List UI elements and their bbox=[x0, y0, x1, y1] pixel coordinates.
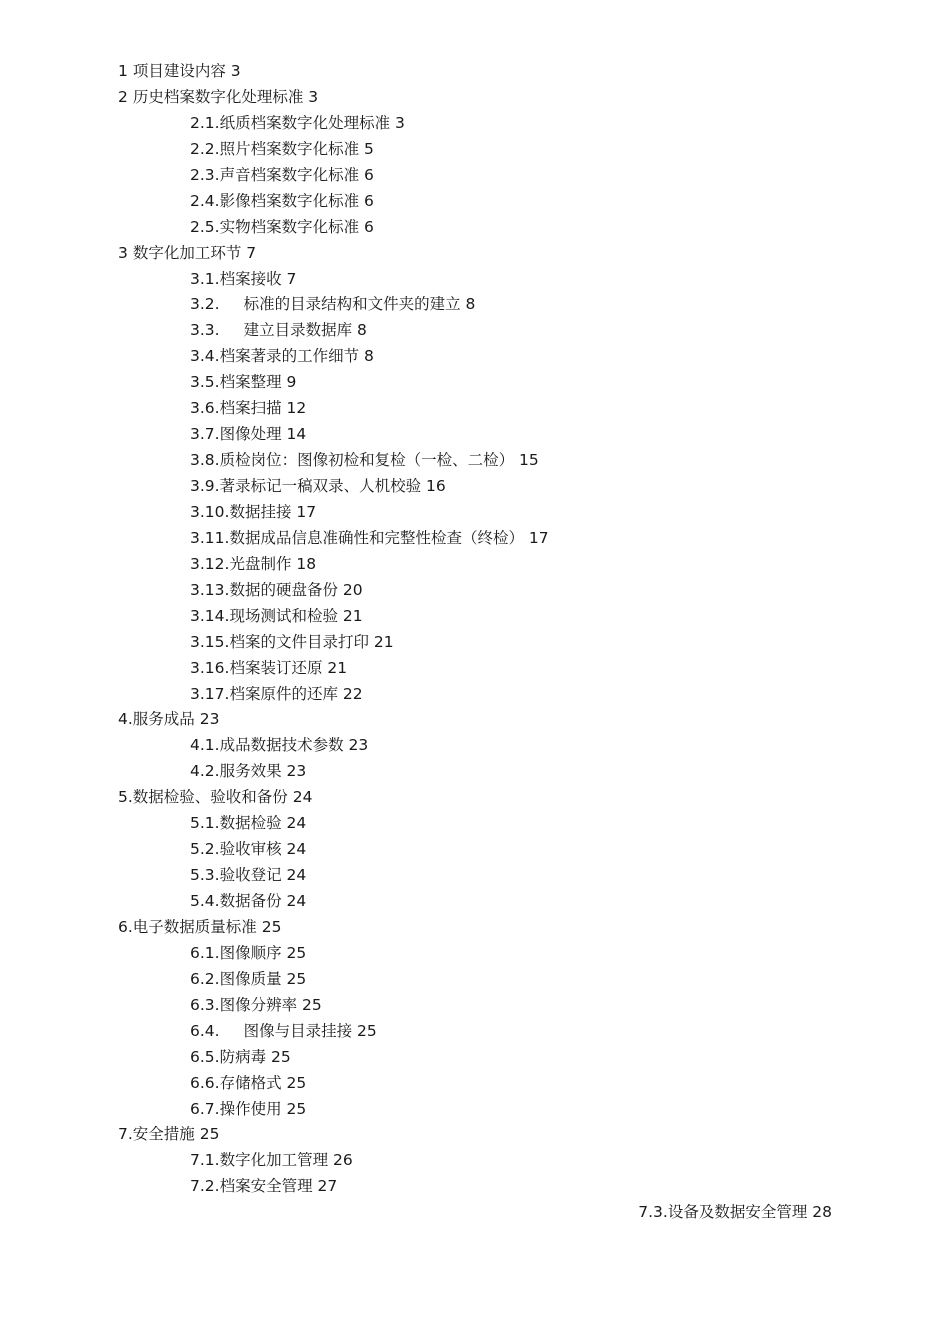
toc-entry-title: 历史档案数字化处理标准 bbox=[132, 87, 304, 106]
toc-entry-title: 标准的目录结构和文件夹的建立 bbox=[243, 295, 461, 314]
toc-entry[interactable] bbox=[0, 474, 950, 500]
toc-entry-number: 5.4. bbox=[190, 892, 220, 910]
toc-entry-page: 24 bbox=[292, 788, 313, 807]
toc-entry[interactable] bbox=[0, 344, 950, 370]
toc-entry-title: 图像分辨率 bbox=[219, 995, 298, 1014]
toc-entry-page: 24 bbox=[286, 892, 307, 910]
toc-entry-number: 6.3. bbox=[190, 995, 220, 1014]
toc-entry[interactable] bbox=[0, 889, 950, 915]
toc-entry-number: 1 bbox=[118, 62, 128, 80]
toc-entry-page: 12 bbox=[286, 399, 307, 418]
toc-entry-page: 27 bbox=[317, 1177, 338, 1196]
toc-entry-number: 2 bbox=[118, 87, 128, 106]
toc-entry-number: 6.4. bbox=[190, 1021, 220, 1040]
toc-entry-title: 成品数据技术参数 bbox=[219, 736, 344, 755]
toc-entry-title: 数字化加工环节 bbox=[132, 243, 242, 262]
toc-entry[interactable] bbox=[0, 318, 950, 344]
toc-entry-number: 4.1. bbox=[190, 736, 220, 755]
toc-entry-number: 3.2. bbox=[190, 295, 220, 314]
toc-entry[interactable] bbox=[0, 85, 950, 111]
toc-entry-number: 6.1. bbox=[190, 943, 220, 962]
toc-entry-page: 25 bbox=[286, 969, 307, 988]
toc-entry-number: 3.4. bbox=[190, 347, 220, 366]
toc-entry-number: 3.6. bbox=[190, 399, 220, 418]
toc-entry[interactable] bbox=[0, 267, 950, 293]
toc-entry-title: 存储格式 bbox=[219, 1073, 282, 1092]
toc-entry-number: 4.2. bbox=[190, 762, 220, 781]
toc-entry-number: 3.8. bbox=[190, 451, 220, 470]
toc-entry-number: 2.4. bbox=[190, 191, 220, 210]
toc-entry-number: 7.3. bbox=[638, 1203, 668, 1222]
toc-entry[interactable] bbox=[0, 137, 950, 163]
toc-entry[interactable] bbox=[0, 682, 950, 708]
toc-entry-page: 3 bbox=[395, 113, 405, 132]
toc-entry[interactable] bbox=[0, 993, 950, 1019]
toc-entry-title: 验收审核 bbox=[219, 840, 282, 859]
toc-entry-title: 实物档案数字化标准 bbox=[219, 217, 360, 236]
toc-entry-title: 图像顺序 bbox=[219, 943, 282, 962]
toc-entry-title: 质检岗位：图像初检和复检（一检、二检） bbox=[219, 451, 515, 470]
toc-entry-title: 现场测试和检验 bbox=[229, 606, 338, 625]
toc-entry[interactable] bbox=[0, 1174, 950, 1200]
toc-entry-number: 4. bbox=[118, 710, 133, 729]
toc-entry-title: 数据备份 bbox=[219, 892, 282, 910]
toc-entry-title: 防病毒 bbox=[219, 1047, 267, 1066]
toc-entry-page: 20 bbox=[342, 580, 363, 599]
toc-entry[interactable] bbox=[0, 707, 950, 733]
toc-entry[interactable] bbox=[0, 1071, 950, 1097]
toc-entry-title: 档案整理 bbox=[219, 373, 282, 392]
toc-entry-number: 6. bbox=[118, 917, 133, 936]
toc-entry[interactable] bbox=[0, 578, 950, 604]
toc-entry-page: 5 bbox=[364, 139, 374, 158]
toc-entry-page: 15 bbox=[519, 451, 539, 470]
toc-entry-title: 数据的硬盘备份 bbox=[229, 580, 338, 599]
toc-entry-title: 服务成品 bbox=[132, 710, 195, 729]
toc-entry-title: 图像质量 bbox=[219, 969, 282, 988]
toc-entry-number: 2.3. bbox=[190, 165, 220, 184]
toc-entry-title: 操作使用 bbox=[219, 1099, 282, 1118]
toc-entry-page: 8 bbox=[357, 321, 367, 340]
toc-entry[interactable] bbox=[0, 422, 950, 448]
table-of-contents bbox=[0, 59, 950, 1226]
toc-entry[interactable] bbox=[0, 759, 950, 785]
toc-entry-number: 3.15. bbox=[190, 632, 230, 651]
toc-entry-number: 3 bbox=[118, 243, 128, 262]
toc-entry-page: 25 bbox=[271, 1047, 291, 1066]
toc-entry-title: 档案扫描 bbox=[219, 399, 282, 418]
toc-entry-page: 23 bbox=[286, 762, 307, 781]
toc-entry-number: 3.16. bbox=[190, 658, 230, 677]
toc-entry-number: 3.9. bbox=[190, 477, 220, 495]
toc-entry-number: 3.12. bbox=[190, 554, 230, 573]
toc-entry-title: 档案装订还原 bbox=[229, 658, 323, 677]
toc-entry[interactable] bbox=[0, 967, 950, 993]
toc-entry-title: 档案原件的还库 bbox=[229, 684, 338, 703]
toc-entry-number: 2.2. bbox=[190, 139, 220, 158]
toc-entry-number: 3.14. bbox=[190, 606, 230, 625]
toc-entry[interactable] bbox=[0, 163, 950, 189]
toc-entry[interactable] bbox=[0, 733, 950, 759]
toc-entry-title: 数字化加工管理 bbox=[219, 1151, 329, 1170]
toc-entry-page: 25 bbox=[286, 943, 307, 962]
toc-entry-title: 服务效果 bbox=[219, 762, 282, 781]
toc-entry-number: 3.17. bbox=[190, 684, 230, 703]
toc-entry-page: 7 bbox=[286, 269, 297, 288]
toc-entry-number: 7. bbox=[118, 1125, 133, 1144]
toc-entry-number: 3.3. bbox=[190, 321, 220, 340]
toc-entry-title: 安全措施 bbox=[132, 1125, 195, 1144]
toc-entry-page: 25 bbox=[286, 1073, 307, 1092]
toc-entry-title: 纸质档案数字化处理标准 bbox=[219, 113, 391, 132]
toc-entry-title: 光盘制作 bbox=[229, 554, 292, 573]
toc-entry-page: 3 bbox=[308, 87, 319, 106]
toc-entry-title: 图像处理 bbox=[219, 425, 282, 444]
toc-entry[interactable] bbox=[0, 526, 950, 552]
toc-entry-title: 档案接收 bbox=[219, 269, 282, 288]
toc-entry-page: 25 bbox=[261, 917, 282, 936]
toc-entry-page: 17 bbox=[528, 528, 549, 547]
toc-entry[interactable] bbox=[0, 1097, 950, 1123]
toc-entry-number: 2.1. bbox=[190, 113, 220, 132]
toc-entry-page: 25 bbox=[357, 1021, 377, 1040]
toc-entry[interactable] bbox=[0, 292, 950, 318]
toc-entry-title: 档案著录的工作细节 bbox=[219, 347, 360, 366]
toc-entry-page: 25 bbox=[199, 1125, 220, 1144]
toc-entry-page: 25 bbox=[302, 995, 322, 1014]
toc-entry-title: 验收登记 bbox=[219, 866, 282, 885]
toc-entry[interactable] bbox=[0, 863, 950, 889]
toc-entry-number: 6.6. bbox=[190, 1073, 220, 1092]
toc-entry[interactable] bbox=[0, 241, 950, 267]
toc-entry-page: 6 bbox=[364, 217, 374, 236]
toc-entry-number: 3.10. bbox=[190, 502, 230, 521]
toc-entry-page: 24 bbox=[286, 814, 307, 833]
toc-entry-title: 数据检验、验收和备份 bbox=[132, 788, 288, 807]
toc-entry[interactable] bbox=[0, 215, 950, 241]
toc-entry-number: 3.1. bbox=[190, 269, 220, 288]
toc-entry-title: 档案的文件目录打印 bbox=[229, 632, 369, 651]
toc-entry-title: 声音档案数字化标准 bbox=[219, 165, 360, 184]
toc-entry[interactable] bbox=[0, 837, 950, 863]
toc-entry-page: 24 bbox=[286, 866, 307, 885]
toc-entry-number: 5. bbox=[118, 788, 133, 807]
toc-entry-number: 6.2. bbox=[190, 969, 220, 988]
toc-entry-title: 档案安全管理 bbox=[219, 1177, 313, 1196]
toc-entry[interactable] bbox=[0, 552, 950, 578]
toc-entry-page: 22 bbox=[342, 684, 363, 703]
toc-entry-title: 图像与目录挂接 bbox=[243, 1021, 353, 1040]
toc-entry[interactable] bbox=[0, 1019, 950, 1045]
toc-entry[interactable] bbox=[0, 111, 950, 137]
toc-entry-page: 26 bbox=[333, 1151, 353, 1170]
toc-entry[interactable] bbox=[0, 1148, 950, 1174]
toc-entry-title: 数据成品信息准确性和完整性检查（终检） bbox=[229, 528, 524, 547]
toc-entry-page: 6 bbox=[364, 165, 374, 184]
toc-entry[interactable] bbox=[0, 1045, 950, 1071]
toc-entry-number: 5.2. bbox=[190, 840, 220, 859]
toc-entry-title: 项目建设内容 bbox=[132, 62, 226, 80]
toc-entry-title: 电子数据质量标准 bbox=[132, 917, 257, 936]
toc-entry-title: 著录标记一稿双录、人机校验 bbox=[219, 477, 422, 495]
toc-entry-number: 5.3. bbox=[190, 866, 220, 885]
toc-entry-page: 8 bbox=[364, 347, 374, 366]
toc-entry-title: 照片档案数字化标准 bbox=[219, 139, 360, 158]
toc-entry-number: 7.1. bbox=[190, 1151, 220, 1170]
toc-entry-page: 24 bbox=[286, 840, 307, 859]
toc-entry[interactable] bbox=[0, 448, 950, 474]
toc-entry-page: 16 bbox=[426, 477, 446, 495]
toc-entry[interactable] bbox=[0, 500, 950, 526]
toc-entry-number: 3.13. bbox=[190, 580, 230, 599]
toc-entry-number: 7.2. bbox=[190, 1177, 220, 1196]
toc-entry-page: 25 bbox=[286, 1099, 307, 1118]
toc-entry-number: 3.5. bbox=[190, 373, 220, 392]
toc-entry[interactable] bbox=[0, 811, 950, 837]
toc-entry-number: 2.5. bbox=[190, 217, 220, 236]
toc-entry[interactable] bbox=[0, 915, 950, 941]
toc-entry[interactable] bbox=[0, 370, 950, 396]
toc-entry-page: 21 bbox=[373, 632, 394, 651]
toc-entry-page: 21 bbox=[327, 658, 348, 677]
toc-entry-title: 设备及数据安全管理 bbox=[667, 1203, 808, 1222]
toc-entry-title: 建立目录数据库 bbox=[243, 321, 353, 340]
toc-entry-page: 21 bbox=[342, 606, 363, 625]
toc-entry[interactable] bbox=[0, 396, 950, 422]
toc-entry-page: 9 bbox=[286, 373, 297, 392]
toc-entry-title: 数据检验 bbox=[219, 814, 282, 833]
toc-entry-page: 8 bbox=[465, 295, 476, 314]
toc-entry-number: 5.1. bbox=[190, 814, 220, 833]
toc-entry-number: 3.11. bbox=[190, 528, 230, 547]
toc-entry[interactable] bbox=[0, 630, 950, 656]
toc-entry-number: 3.7. bbox=[190, 425, 220, 444]
toc-entry-title: 影像档案数字化标准 bbox=[219, 191, 360, 210]
toc-entry-number: 6.7. bbox=[190, 1099, 220, 1118]
toc-entry[interactable] bbox=[0, 785, 950, 811]
toc-entry-number: 6.5. bbox=[190, 1047, 220, 1066]
toc-entry[interactable] bbox=[0, 189, 950, 215]
toc-entry-page: 28 bbox=[812, 1203, 832, 1222]
toc-entry-title: 数据挂接 bbox=[229, 502, 292, 521]
toc-entry-page: 18 bbox=[296, 554, 317, 573]
toc-entry-page: 14 bbox=[286, 425, 307, 444]
toc-entry-page: 6 bbox=[364, 191, 374, 210]
toc-entry-page: 23 bbox=[199, 710, 220, 729]
toc-entry[interactable] bbox=[0, 1122, 950, 1148]
toc-entry-page: 17 bbox=[296, 502, 317, 521]
toc-entry-page: 23 bbox=[348, 736, 369, 755]
toc-entry[interactable] bbox=[0, 604, 950, 630]
toc-entry-page: 7 bbox=[246, 243, 257, 262]
toc-entry[interactable] bbox=[0, 656, 950, 682]
toc-entry[interactable] bbox=[0, 1200, 950, 1226]
toc-entry-page: 3 bbox=[230, 62, 241, 80]
toc-entry[interactable] bbox=[0, 59, 950, 85]
toc-entry[interactable] bbox=[0, 941, 950, 967]
